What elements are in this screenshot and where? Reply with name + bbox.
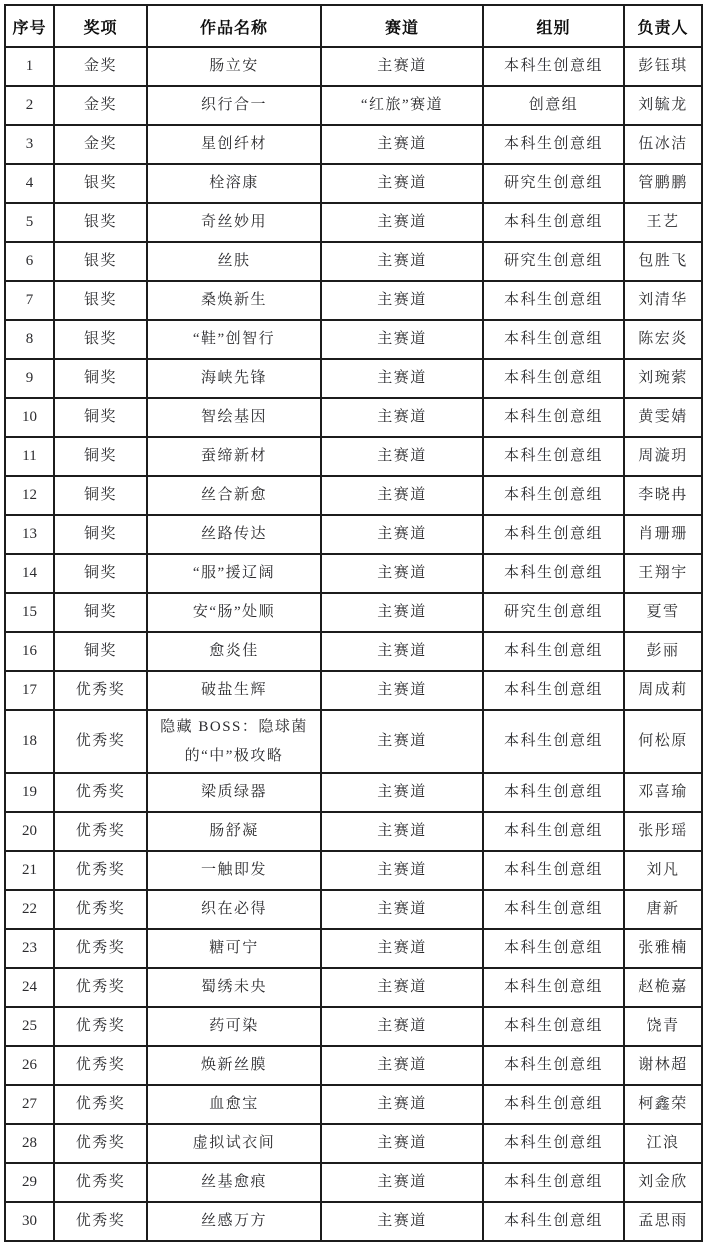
- cell-leader: 孟思雨: [624, 1202, 702, 1241]
- cell-group: 本科生创意组: [483, 1007, 624, 1046]
- cell-index: 10: [5, 398, 54, 437]
- cell-index: 23: [5, 929, 54, 968]
- table-row: [5, 398, 702, 437]
- cell-leader: 刘琬萦: [624, 359, 702, 398]
- cell-work-name: 丝基愈痕: [147, 1163, 321, 1202]
- cell-leader: 张雅楠: [624, 929, 702, 968]
- cell-group: 本科生创意组: [483, 632, 624, 671]
- table-row: [5, 476, 702, 515]
- table-row: [5, 203, 702, 242]
- cell-track: 主赛道: [321, 476, 483, 515]
- cell-award: 银奖: [54, 164, 147, 203]
- cell-leader: 管鹏鹏: [624, 164, 702, 203]
- cell-leader: 刘凡: [624, 851, 702, 890]
- cell-leader: 江浪: [624, 1124, 702, 1163]
- cell-award: 铜奖: [54, 554, 147, 593]
- cell-track: 主赛道: [321, 515, 483, 554]
- cell-index: 30: [5, 1202, 54, 1241]
- cell-index: 4: [5, 164, 54, 203]
- cell-group: 本科生创意组: [483, 890, 624, 929]
- table-header: [5, 5, 702, 47]
- cell-group: 本科生创意组: [483, 437, 624, 476]
- cell-track: 主赛道: [321, 929, 483, 968]
- cell-work-name: 星创纤材: [147, 125, 321, 164]
- table-row: [5, 242, 702, 281]
- cell-work-name: 一触即发: [147, 851, 321, 890]
- cell-track: 主赛道: [321, 281, 483, 320]
- table-row: [5, 812, 702, 851]
- cell-index: 27: [5, 1085, 54, 1124]
- cell-index: 19: [5, 773, 54, 812]
- cell-award: 金奖: [54, 125, 147, 164]
- cell-group: 本科生创意组: [483, 320, 624, 359]
- cell-group: 本科生创意组: [483, 1202, 624, 1241]
- cell-index: 26: [5, 1046, 54, 1085]
- column-header-award: 奖项: [54, 5, 147, 47]
- table-row: [5, 47, 702, 86]
- cell-track: 主赛道: [321, 812, 483, 851]
- cell-track: 主赛道: [321, 1085, 483, 1124]
- cell-leader: 赵桅嘉: [624, 968, 702, 1007]
- cell-leader: 伍冰洁: [624, 125, 702, 164]
- cell-award: 优秀奖: [54, 1085, 147, 1124]
- cell-index: 12: [5, 476, 54, 515]
- cell-award: 优秀奖: [54, 710, 147, 773]
- table-row: [5, 1124, 702, 1163]
- cell-award: 优秀奖: [54, 890, 147, 929]
- cell-group: 本科生创意组: [483, 359, 624, 398]
- cell-leader: 周成莉: [624, 671, 702, 710]
- table-row: [5, 515, 702, 554]
- cell-group: 本科生创意组: [483, 968, 624, 1007]
- cell-work-name: 蜀绣未央: [147, 968, 321, 1007]
- cell-leader: 李晓冉: [624, 476, 702, 515]
- cell-index: 3: [5, 125, 54, 164]
- table-row: [5, 671, 702, 710]
- cell-leader: 唐新: [624, 890, 702, 929]
- cell-group: 本科生创意组: [483, 851, 624, 890]
- cell-group: 本科生创意组: [483, 1124, 624, 1163]
- table-row: [5, 929, 702, 968]
- cell-work-name: 桑焕新生: [147, 281, 321, 320]
- cell-leader: 王翔宇: [624, 554, 702, 593]
- cell-group: 本科生创意组: [483, 773, 624, 812]
- cell-track: 主赛道: [321, 125, 483, 164]
- table-row: [5, 968, 702, 1007]
- cell-index: 22: [5, 890, 54, 929]
- cell-award: 铜奖: [54, 398, 147, 437]
- cell-index: 16: [5, 632, 54, 671]
- cell-award: 银奖: [54, 203, 147, 242]
- cell-index: 5: [5, 203, 54, 242]
- cell-group: 本科生创意组: [483, 203, 624, 242]
- cell-group: 本科生创意组: [483, 929, 624, 968]
- table-row: [5, 710, 702, 773]
- cell-track: 主赛道: [321, 47, 483, 86]
- cell-index: 29: [5, 1163, 54, 1202]
- cell-index: 18: [5, 710, 54, 773]
- cell-track: 主赛道: [321, 710, 483, 773]
- cell-group: 研究生创意组: [483, 593, 624, 632]
- cell-track: 主赛道: [321, 1124, 483, 1163]
- cell-group: 研究生创意组: [483, 164, 624, 203]
- cell-work-name: 血愈宝: [147, 1085, 321, 1124]
- table-row: [5, 554, 702, 593]
- cell-work-name: 奇丝妙用: [147, 203, 321, 242]
- cell-award: 银奖: [54, 242, 147, 281]
- cell-index: 21: [5, 851, 54, 890]
- cell-work-name: 隐藏 BOSS：隐球菌的“中”极攻略: [147, 710, 321, 773]
- table-row: [5, 86, 702, 125]
- cell-award: 优秀奖: [54, 1202, 147, 1241]
- cell-track: 主赛道: [321, 359, 483, 398]
- cell-work-name: 丝感万方: [147, 1202, 321, 1241]
- cell-award: 优秀奖: [54, 1007, 147, 1046]
- cell-track: 主赛道: [321, 320, 483, 359]
- cell-track: 主赛道: [321, 593, 483, 632]
- cell-index: 6: [5, 242, 54, 281]
- cell-leader: 邓喜瑜: [624, 773, 702, 812]
- cell-work-name: 焕新丝膜: [147, 1046, 321, 1085]
- cell-track: 主赛道: [321, 398, 483, 437]
- cell-index: 13: [5, 515, 54, 554]
- table-row: [5, 281, 702, 320]
- column-header-track: 赛道: [321, 5, 483, 47]
- award-table-body: [5, 47, 702, 1241]
- cell-group: 本科生创意组: [483, 671, 624, 710]
- table-row: [5, 1046, 702, 1085]
- cell-leader: 何松原: [624, 710, 702, 773]
- table-row: [5, 320, 702, 359]
- cell-index: 15: [5, 593, 54, 632]
- cell-track: 主赛道: [321, 242, 483, 281]
- cell-index: 25: [5, 1007, 54, 1046]
- table-row: [5, 1202, 702, 1241]
- cell-work-name: 糖可宁: [147, 929, 321, 968]
- cell-track: 主赛道: [321, 671, 483, 710]
- cell-group: 本科生创意组: [483, 1163, 624, 1202]
- cell-work-name: 智绘基因: [147, 398, 321, 437]
- cell-work-name: 织在必得: [147, 890, 321, 929]
- cell-work-name: 肠舒凝: [147, 812, 321, 851]
- cell-index: 2: [5, 86, 54, 125]
- table-row: [5, 125, 702, 164]
- cell-work-name: 栓溶康: [147, 164, 321, 203]
- cell-work-name: 织行合一: [147, 86, 321, 125]
- cell-leader: 夏雪: [624, 593, 702, 632]
- cell-group: 本科生创意组: [483, 47, 624, 86]
- cell-award: 优秀奖: [54, 1124, 147, 1163]
- cell-group: 本科生创意组: [483, 812, 624, 851]
- cell-award: 铜奖: [54, 476, 147, 515]
- cell-group: 本科生创意组: [483, 1085, 624, 1124]
- cell-index: 17: [5, 671, 54, 710]
- cell-index: 9: [5, 359, 54, 398]
- cell-index: 20: [5, 812, 54, 851]
- cell-leader: 柯鑫荣: [624, 1085, 702, 1124]
- cell-award: 优秀奖: [54, 929, 147, 968]
- cell-award: 金奖: [54, 47, 147, 86]
- cell-leader: 彭丽: [624, 632, 702, 671]
- table-row: [5, 632, 702, 671]
- cell-leader: 肖珊珊: [624, 515, 702, 554]
- cell-index: 8: [5, 320, 54, 359]
- column-header-work-name: 作品名称: [147, 5, 321, 47]
- table-row: [5, 437, 702, 476]
- cell-award: 优秀奖: [54, 968, 147, 1007]
- cell-group: 创意组: [483, 86, 624, 125]
- cell-work-name: 海峡先锋: [147, 359, 321, 398]
- cell-track: 主赛道: [321, 773, 483, 812]
- column-header-index: 序号: [5, 5, 54, 47]
- cell-track: 主赛道: [321, 203, 483, 242]
- cell-work-name: 破盐生辉: [147, 671, 321, 710]
- header-row: [5, 5, 702, 47]
- cell-award: 优秀奖: [54, 812, 147, 851]
- cell-group: 本科生创意组: [483, 554, 624, 593]
- cell-leader: 张彤瑶: [624, 812, 702, 851]
- cell-leader: 黄雯婧: [624, 398, 702, 437]
- cell-work-name: 丝肤: [147, 242, 321, 281]
- table-row: [5, 851, 702, 890]
- cell-track: 主赛道: [321, 437, 483, 476]
- cell-leader: 刘毓龙: [624, 86, 702, 125]
- cell-leader: 谢林超: [624, 1046, 702, 1085]
- cell-track: 主赛道: [321, 1046, 483, 1085]
- cell-work-name: 丝合新愈: [147, 476, 321, 515]
- cell-award: 金奖: [54, 86, 147, 125]
- cell-award: 铜奖: [54, 632, 147, 671]
- cell-leader: 饶青: [624, 1007, 702, 1046]
- cell-track: 主赛道: [321, 554, 483, 593]
- cell-track: 主赛道: [321, 1202, 483, 1241]
- cell-group: 研究生创意组: [483, 242, 624, 281]
- cell-work-name: 安“肠”处顺: [147, 593, 321, 632]
- cell-group: 本科生创意组: [483, 476, 624, 515]
- table-row: [5, 1007, 702, 1046]
- cell-track: 主赛道: [321, 851, 483, 890]
- cell-index: 1: [5, 47, 54, 86]
- cell-group: 本科生创意组: [483, 1046, 624, 1085]
- cell-leader: 刘金欣: [624, 1163, 702, 1202]
- cell-index: 28: [5, 1124, 54, 1163]
- cell-index: 11: [5, 437, 54, 476]
- cell-index: 14: [5, 554, 54, 593]
- table-row: [5, 890, 702, 929]
- cell-group: 本科生创意组: [483, 398, 624, 437]
- cell-award: 铜奖: [54, 359, 147, 398]
- cell-group: 本科生创意组: [483, 515, 624, 554]
- cell-award: 铜奖: [54, 515, 147, 554]
- cell-group: 本科生创意组: [483, 281, 624, 320]
- cell-leader: 周漩玥: [624, 437, 702, 476]
- cell-award: 优秀奖: [54, 773, 147, 812]
- cell-work-name: 蚕缔新材: [147, 437, 321, 476]
- award-results-table: [4, 4, 703, 1242]
- table-row: [5, 773, 702, 812]
- table-row: [5, 1163, 702, 1202]
- cell-work-name: 梁质绿器: [147, 773, 321, 812]
- cell-track: 主赛道: [321, 1163, 483, 1202]
- cell-track: 主赛道: [321, 1007, 483, 1046]
- cell-track: 主赛道: [321, 164, 483, 203]
- cell-leader: 彭钰琪: [624, 47, 702, 86]
- cell-leader: 刘清华: [624, 281, 702, 320]
- cell-track: 主赛道: [321, 968, 483, 1007]
- cell-leader: 包胜飞: [624, 242, 702, 281]
- table-row: [5, 1085, 702, 1124]
- cell-award: 银奖: [54, 320, 147, 359]
- cell-work-name: 愈炎佳: [147, 632, 321, 671]
- cell-award: 铜奖: [54, 437, 147, 476]
- cell-award: 优秀奖: [54, 851, 147, 890]
- cell-leader: 陈宏炎: [624, 320, 702, 359]
- cell-work-name: “服”援辽阔: [147, 554, 321, 593]
- table-row: [5, 164, 702, 203]
- cell-track: 主赛道: [321, 632, 483, 671]
- cell-award: 优秀奖: [54, 1046, 147, 1085]
- cell-award: 银奖: [54, 281, 147, 320]
- cell-award: 铜奖: [54, 593, 147, 632]
- cell-work-name: 肠立安: [147, 47, 321, 86]
- cell-group: 本科生创意组: [483, 125, 624, 164]
- cell-index: 24: [5, 968, 54, 1007]
- cell-work-name: 药可染: [147, 1007, 321, 1046]
- cell-work-name: 虚拟试衣间: [147, 1124, 321, 1163]
- cell-work-name: “鞋”创智行: [147, 320, 321, 359]
- cell-track: 主赛道: [321, 890, 483, 929]
- cell-award: 优秀奖: [54, 671, 147, 710]
- column-header-leader: 负责人: [624, 5, 702, 47]
- cell-leader: 王艺: [624, 203, 702, 242]
- cell-award: 优秀奖: [54, 1163, 147, 1202]
- column-header-group: 组别: [483, 5, 624, 47]
- table-row: [5, 593, 702, 632]
- cell-track: “红旅”赛道: [321, 86, 483, 125]
- cell-group: 本科生创意组: [483, 710, 624, 773]
- cell-work-name: 丝路传达: [147, 515, 321, 554]
- cell-index: 7: [5, 281, 54, 320]
- table-row: [5, 359, 702, 398]
